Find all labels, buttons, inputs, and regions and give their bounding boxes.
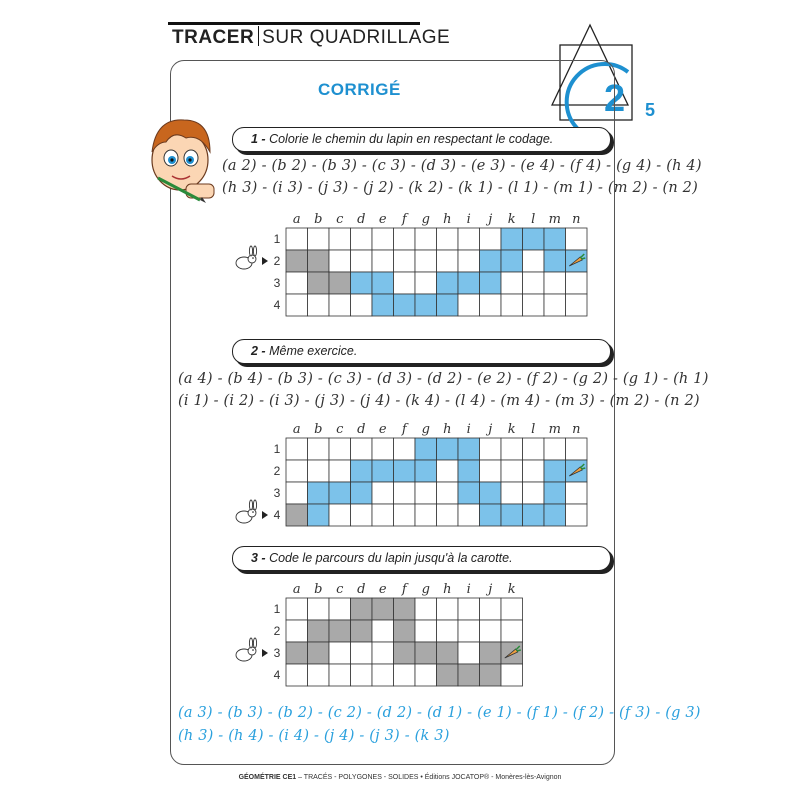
grid-cell-d2 (351, 250, 373, 272)
rabbit-icon (236, 500, 257, 523)
grid-cell-i2 (458, 620, 480, 642)
exercise-1-code-line-2: (h 3) - (i 3) - (j 3) - (j 2) - (k 2) - (k 1) - (l 1) - (m 1) - (m 2) - (n 2) (222, 180, 698, 196)
grid-cell-c2 (329, 250, 351, 272)
exercise-2-code-line-2: (i 1) - (i 2) - (i 3) - (j 3) - (j 4) - (k 4) - (l 4) - (m 4) - (m 3) - (m 2) - (n 2) (178, 393, 700, 409)
column-label-h: h (443, 212, 452, 227)
grid-cell-a3 (286, 272, 308, 294)
column-label-h: h (443, 582, 452, 597)
grid-cell-i1 (458, 438, 480, 460)
grid-cell-l4 (523, 294, 545, 316)
grid-cell-m4 (544, 294, 566, 316)
grid-cell-b3 (308, 272, 330, 294)
column-label-f: f (401, 582, 407, 597)
footer-text: – TRACÉS - POLYGONES - SOLIDES • Éditions JOCATOP® - Monères-lès-Avignon (298, 774, 562, 781)
grid-cell-f1 (394, 598, 416, 620)
grid-cell-h2 (437, 620, 459, 642)
grid-cell-h3 (437, 482, 459, 504)
footer-title: GÉOMÉTRIE CE1 (238, 774, 297, 781)
grid-cell-k2 (501, 460, 523, 482)
column-label-e: e (378, 582, 387, 597)
grid-cell-h3 (437, 272, 459, 294)
grid-cell-c3 (329, 272, 351, 294)
grid-cell-g3 (415, 272, 437, 294)
column-label-k: k (507, 582, 516, 597)
grid-cell-j3 (480, 642, 502, 664)
grid-cell-n1 (566, 438, 588, 460)
column-label-m: m (548, 422, 561, 437)
grid-cell-b2 (308, 460, 330, 482)
grid-cell-n4 (566, 504, 588, 526)
grid-cell-a2 (286, 620, 308, 642)
exercise-2-grid (230, 420, 610, 540)
grid-cell-l4 (523, 504, 545, 526)
grid-cell-j1 (480, 228, 502, 250)
grid-cell-b4 (308, 504, 330, 526)
grid-cell-i4 (458, 664, 480, 686)
grid-cell-m2 (544, 460, 566, 482)
column-label-e: e (378, 212, 387, 227)
exercise-3-instruction: Code le parcours du lapin jusqu'à la carotte. (269, 551, 513, 565)
column-label-i: i (466, 422, 471, 437)
row-label-2: 2 (273, 624, 281, 638)
column-label-m: m (548, 212, 561, 227)
rabbit-icon (236, 638, 257, 661)
grid-cell-e4 (372, 664, 394, 686)
grid-cell-d3 (351, 642, 373, 664)
grid-cell-k1 (501, 598, 523, 620)
grid-cell-n1 (566, 228, 588, 250)
row-label-3: 3 (273, 486, 281, 500)
grid-cell-j2 (480, 250, 502, 272)
grid-cell-c1 (329, 598, 351, 620)
boy-character-icon (138, 108, 218, 203)
grid-cell-l2 (523, 460, 545, 482)
grid-cell-f1 (394, 438, 416, 460)
grid-cell-e3 (372, 482, 394, 504)
grid-cell-e1 (372, 228, 394, 250)
column-label-j: j (488, 212, 493, 227)
grid-cell-k2 (501, 250, 523, 272)
grid-cell-b1 (308, 228, 330, 250)
grid-cell-i1 (458, 228, 480, 250)
grid-cell-e2 (372, 460, 394, 482)
column-label-b: b (314, 582, 323, 597)
grid-cell-d1 (351, 228, 373, 250)
grid-cell-c1 (329, 228, 351, 250)
grid-cell-m1 (544, 438, 566, 460)
column-label-g: g (421, 212, 430, 227)
row-label-2: 2 (273, 254, 281, 268)
grid-cell-g2 (415, 620, 437, 642)
column-label-d: d (357, 212, 366, 227)
column-label-i: i (466, 212, 471, 227)
grid-cell-c1 (329, 438, 351, 460)
column-label-b: b (314, 212, 323, 227)
column-label-i: i (466, 582, 471, 597)
grid-cell-a3 (286, 482, 308, 504)
grid-cell-l1 (523, 438, 545, 460)
grid-cell-h1 (437, 228, 459, 250)
grid-cell-j4 (480, 664, 502, 686)
grid-cell-m2 (544, 250, 566, 272)
grid-cell-g4 (415, 664, 437, 686)
column-label-k: k (507, 212, 516, 227)
grid-cell-m3 (544, 482, 566, 504)
footer (0, 774, 800, 781)
column-label-f: f (401, 422, 407, 437)
title-separator (258, 26, 259, 46)
row-label-1: 1 (273, 442, 281, 456)
grid-cell-j1 (480, 438, 502, 460)
exercise-3-banner (232, 546, 611, 571)
rabbit-icon (236, 246, 257, 269)
grid-cell-g1 (415, 438, 437, 460)
grid-cell-h1 (437, 598, 459, 620)
grid-cell-j4 (480, 294, 502, 316)
row-label-4: 4 (273, 298, 281, 312)
grid-cell-a1 (286, 438, 308, 460)
grid-cell-a4 (286, 504, 308, 526)
column-label-c: c (336, 582, 344, 597)
grid-cell-h4 (437, 504, 459, 526)
grid-cell-k1 (501, 438, 523, 460)
grid-cell-e1 (372, 438, 394, 460)
grid-cell-h4 (437, 294, 459, 316)
grid-cell-f3 (394, 642, 416, 664)
grid-cell-a2 (286, 250, 308, 272)
grid-cell-d4 (351, 664, 373, 686)
exercise-1-number: 1 - (251, 132, 266, 146)
column-label-a: a (292, 422, 301, 437)
column-label-f: f (401, 212, 407, 227)
grid-cell-k4 (501, 504, 523, 526)
grid-cell-e3 (372, 642, 394, 664)
column-label-k: k (507, 422, 516, 437)
grid-cell-j3 (480, 272, 502, 294)
grid-cell-i2 (458, 460, 480, 482)
grid-cell-l2 (523, 250, 545, 272)
grid-cell-f3 (394, 272, 416, 294)
exercise-2-code-line-1: (a 4) - (b 4) - (b 3) - (c 3) - (d 3) - (d 2) - (e 2) - (f 2) - (g 2) - (g 1) - (h 1) (178, 371, 709, 387)
grid-cell-i2 (458, 250, 480, 272)
column-label-e: e (378, 422, 387, 437)
grid-cell-b3 (308, 482, 330, 504)
column-label-c: c (336, 212, 344, 227)
grid-cell-h2 (437, 250, 459, 272)
title-rest: SUR QUADRILLAGE (262, 27, 451, 48)
row-label-1: 1 (273, 602, 281, 616)
grid-cell-m3 (544, 272, 566, 294)
exercise-3-grid (230, 580, 610, 700)
grid-cell-k1 (501, 228, 523, 250)
grid-cell-e2 (372, 250, 394, 272)
column-label-j: j (488, 422, 493, 437)
column-label-l: l (531, 212, 536, 227)
grid-cell-f4 (394, 664, 416, 686)
grid-cell-d2 (351, 620, 373, 642)
grid-cell-e4 (372, 294, 394, 316)
grid-cell-h3 (437, 642, 459, 664)
grid-cell-h2 (437, 460, 459, 482)
grid-cell-f4 (394, 294, 416, 316)
column-label-l: l (531, 422, 536, 437)
grid-cell-k3 (501, 272, 523, 294)
grid-cell-a1 (286, 228, 308, 250)
column-label-d: d (357, 582, 366, 597)
grid-cell-j3 (480, 482, 502, 504)
row-label-4: 4 (273, 508, 281, 522)
grid-cell-m1 (544, 228, 566, 250)
grid-cell-j2 (480, 620, 502, 642)
header-rule (168, 22, 420, 25)
column-label-n: n (572, 422, 581, 437)
grid-cell-c2 (329, 620, 351, 642)
grid-cell-f2 (394, 620, 416, 642)
grid-cell-b4 (308, 294, 330, 316)
grid-cell-l3 (523, 272, 545, 294)
grid-cell-a3 (286, 642, 308, 664)
grid-cell-n3 (566, 272, 588, 294)
exercise-2-number: 2 - (251, 344, 266, 358)
column-label-g: g (421, 422, 430, 437)
column-label-a: a (292, 212, 301, 227)
title-bold: TRACER (172, 27, 255, 48)
grid-cell-g3 (415, 642, 437, 664)
grid-cell-i3 (458, 642, 480, 664)
row-label-3: 3 (273, 646, 281, 660)
grid-cell-d4 (351, 504, 373, 526)
grid-cell-l1 (523, 228, 545, 250)
row-label-3: 3 (273, 276, 281, 290)
exercise-3-answer-line-1: (a 3) - (b 3) - (b 2) - (c 2) - (d 2) - (d 1) - (e 1) - (f 1) - (f 2) - (f 3) - (g 3) (178, 705, 701, 721)
grid-cell-b1 (308, 438, 330, 460)
grid-cell-g4 (415, 504, 437, 526)
grid-cell-d2 (351, 460, 373, 482)
answer-key-heading: CORRIGÉ (318, 80, 401, 99)
grid-cell-g2 (415, 460, 437, 482)
exercise-3-number: 3 - (251, 551, 266, 565)
grid-cell-e1 (372, 598, 394, 620)
grid-cell-j4 (480, 504, 502, 526)
grid-cell-e3 (372, 272, 394, 294)
grid-cell-c3 (329, 642, 351, 664)
grid-cell-e2 (372, 620, 394, 642)
grid-cell-i3 (458, 272, 480, 294)
grid-cell-e4 (372, 504, 394, 526)
start-arrow-icon (262, 649, 268, 657)
column-label-h: h (443, 422, 452, 437)
grid-cell-i3 (458, 482, 480, 504)
grid-cell-a4 (286, 664, 308, 686)
grid-cell-f2 (394, 460, 416, 482)
start-arrow-icon (262, 511, 268, 519)
grid-cell-c4 (329, 294, 351, 316)
grid-cell-i4 (458, 294, 480, 316)
grid-cell-h4 (437, 664, 459, 686)
column-label-c: c (336, 422, 344, 437)
exercise-3-answer-line-2: (h 3) - (h 4) - (i 4) - (j 4) - (j 3) - (k 3) (178, 728, 450, 744)
grid-cell-d1 (351, 438, 373, 460)
grid-cell-k3 (501, 482, 523, 504)
grid-cell-b4 (308, 664, 330, 686)
grid-cell-k4 (501, 664, 523, 686)
grid-cell-f3 (394, 482, 416, 504)
grid-cell-i4 (458, 504, 480, 526)
exercise-1-instruction: Colorie le chemin du lapin en respectant le codage. (269, 132, 554, 146)
grid-cell-j1 (480, 598, 502, 620)
row-label-1: 1 (273, 232, 281, 246)
grid-cell-f2 (394, 250, 416, 272)
grid-cell-d1 (351, 598, 373, 620)
column-label-g: g (421, 582, 430, 597)
column-label-n: n (572, 212, 581, 227)
grid-cell-a4 (286, 294, 308, 316)
grid-cell-d3 (351, 482, 373, 504)
column-label-b: b (314, 422, 323, 437)
grid-cell-g1 (415, 598, 437, 620)
exercise-1-grid (230, 210, 610, 330)
grid-cell-a1 (286, 598, 308, 620)
grid-cell-g3 (415, 482, 437, 504)
exercise-1-code-line-1: (a 2) - (b 2) - (b 3) - (c 3) - (d 3) - (e 3) - (e 4) - (f 4) - (g 4) - (h 4) (222, 158, 702, 174)
grid-cell-h1 (437, 438, 459, 460)
grid-cell-a2 (286, 460, 308, 482)
grid-cell-n4 (566, 294, 588, 316)
grid-cell-b1 (308, 598, 330, 620)
grid-cell-k2 (501, 620, 523, 642)
grid-cell-j2 (480, 460, 502, 482)
exercise-1-banner (232, 127, 611, 152)
column-label-d: d (357, 422, 366, 437)
grid-cell-b2 (308, 620, 330, 642)
lesson-subnumber: 5 (645, 100, 656, 120)
start-arrow-icon (262, 257, 268, 265)
grid-cell-l3 (523, 482, 545, 504)
grid-cell-c2 (329, 460, 351, 482)
column-label-j: j (488, 582, 493, 597)
grid-cell-b3 (308, 642, 330, 664)
row-label-2: 2 (273, 464, 281, 478)
grid-cell-m4 (544, 504, 566, 526)
grid-cell-g2 (415, 250, 437, 272)
exercise-2-banner (232, 339, 611, 364)
grid-cell-c4 (329, 664, 351, 686)
grid-cell-f1 (394, 228, 416, 250)
exercise-2-instruction: Même exercice. (269, 344, 358, 358)
grid-cell-d3 (351, 272, 373, 294)
grid-cell-g1 (415, 228, 437, 250)
lesson-number: 2 (604, 78, 626, 120)
grid-cell-d4 (351, 294, 373, 316)
page-title (172, 26, 450, 49)
grid-cell-i1 (458, 598, 480, 620)
grid-cell-c3 (329, 482, 351, 504)
grid-cell-f4 (394, 504, 416, 526)
grid-cell-c4 (329, 504, 351, 526)
grid-cell-b2 (308, 250, 330, 272)
grid-cell-k4 (501, 294, 523, 316)
column-label-a: a (292, 582, 301, 597)
row-label-4: 4 (273, 668, 281, 682)
grid-cell-n3 (566, 482, 588, 504)
grid-cell-g4 (415, 294, 437, 316)
